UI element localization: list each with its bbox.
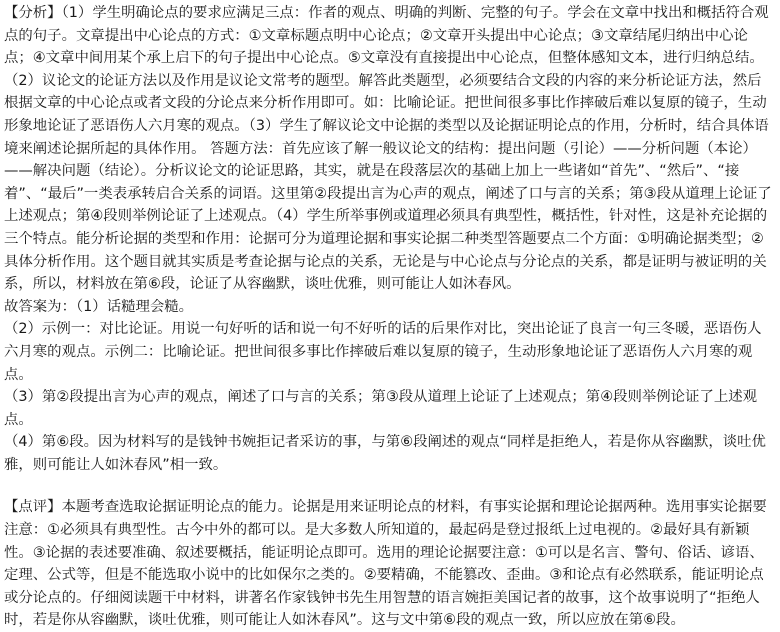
- analysis-tag: 【分析】: [4, 5, 62, 21]
- answer-intro: 故答案为：（1）话糙理会糙。: [4, 298, 194, 315]
- answer-part-3: （3）第②段提出言为心声的观点，阐述了口与言的关系；第③段从道理上论证了上述观点；第④段则举例论证了上述观点。: [4, 389, 758, 428]
- analysis-text: （1）学生明确论点的要求应满足三点：作者的观点、明确的判断、完整的句子。学会在文章中找出和概括符合观点的句子。文章提出中心论点的方式：①文章标题点明中心论点；②文章开头提出中心论点；③文章结尾归纳出中心论点；④文章中间用某个承上启下的句子提出中心论点。⑤文章没有直接提出中心论点，但整体感知文本，进行归纳总结。（2）议论文的论证方法以及作用是议论文常考的题型。解答此类题型，必须要结合文段的内容的来分析论证方法，然后根据文章的中心论点或者文段的分论点来分析作用即可。如：比喻论证。把世间很多事比作摔破后难以复原的镜子，生动形象地论证了恶语伤人六月寒的观点。（3）学生了解议论文中论据的类型以及论据证明论点的作用，分析时，结合具体语境来阐述论据所起的具体作用。 答题方法：首先应该了解一般议论文的结构：提出问题（引论）——分析问题（本论）——解决问题（结论）。分析议论文的论证思路，其实，就是在段落层次的基础上加上一些诸如“首先”、“然后”、“接着”、“最后”一类表承转启合关系的词语。这里第②段提出言为心声的观点，阐述了口与言的关系；第③段从道理上论证了上述观点；第④段则举例论证了上述观点。（4）学生所举事例或道理必须具有典型性，概括性，针对性，这是补充论据的三个特点。能分析论据的类型和作用：论据可分为道理论据和事实论据二种类型答题要点二个方面：①明确论据类型；②具体分析作用。这个题目就其实质是考查论据与论点的关系，无论是与中心论点与分论点的关系，都是证明与被证明的关系，所以，材料放在第⑥段，论证了从容幽默，谈吐优雅，则可能让人如沐春风。: [4, 5, 772, 293]
- answer-part-4: （4）第⑥段。因为材料写的是钱钟书婉拒记者采访的事，与第⑥段阐述的观点“同样是拒绝人，若是你从容幽默，谈吐优雅，则可能让人如沐春风”相一致。: [4, 434, 766, 473]
- answer-part-2: （2）示例一：对比论证。用说一句好听的话和说一句不好听的话的后果作对比，突出论证了良言一句三冬暖，恶语伤人六月寒的观点。示例二：比喻论证。把世间很多事比作摔破后难以复原的镜子，生动形象地论证了恶语伤人六月寒的观点。: [4, 321, 762, 383]
- comment-text: 本题考查选取论据证明论点的能力。论据是用来证明论点的材料，有事实论据和理论论据两种。选用事实论据要注意：①必须具有典型性。古今中外的都可以。是大多数人所知道的，最起码是登过报纸上过电视的。②最好具有新颖性。③论据的表述要准确、叙述要概括，能证明论点即可。选用的理论论据要注意：①可以是名言、警句、俗话、谚语、定理、公式等，但是不能选取小说中的比如保尔之类的。②要精确，不能篡改、歪曲。③和论点有必然联系，能证明论点或分论点的。仔细阅读题干中材料，讲著名作家钱钟书先生用智慧的语言婉拒美国记者的故事，这个故事说明了“拒绝人时，若是你从容幽默，谈吐优雅，则可能让人如沐春风”。这与文中第⑥段的观点一致，所以应放在第⑥段。: [4, 499, 767, 629]
- comment-tag: 【点评】: [4, 499, 62, 516]
- analysis-paragraph: [4, 2, 774, 296]
- comment-paragraph: [4, 496, 774, 632]
- section-spacer: [4, 476, 774, 496]
